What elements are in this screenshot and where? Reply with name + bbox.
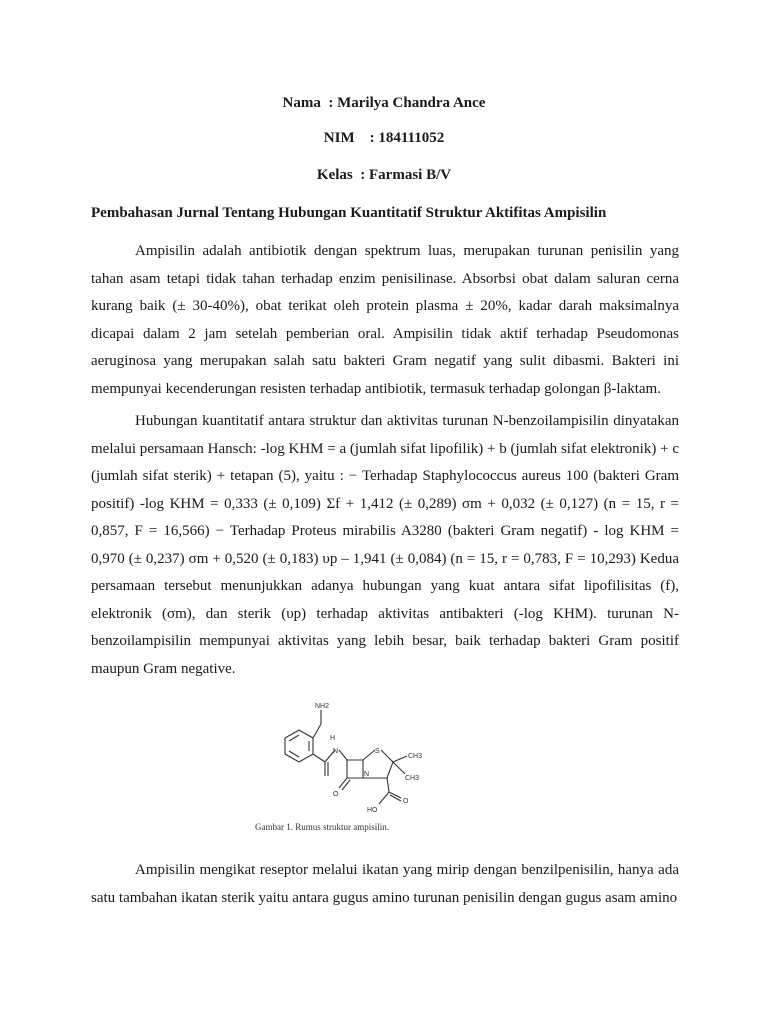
document-title: Pembahasan Jurnal Tentang Hubungan Kuantitatif Struktur Aktifitas Ampisilin [91,205,607,221]
paragraph-3-text: Ampisilin mengikat reseptor melalui ikatan yang mirip dengan benzilpenisilin, hanya ada satu tambahan ikatan sterik yaitu antara gugus amino turunan penisilin dengan gugus asam amino [91,862,679,906]
label-ho: HO [367,807,378,814]
label-s: S [375,748,380,755]
figure-caption: Gambar 1. Rumus struktur ampisilin. [255,822,389,832]
paragraph-1-text: Ampisilin adalah antibiotik dengan spektrum luas, merupakan turunan penisilin yang tahan asam tetapi tidak tahan terhadap enzim penisilinase. Absorbsi obat dalam saluran cerna kurang baik (± 30-40%), obat terikat oleh protein plasma ± 20%, kadar darah maksimalnya dicapai dalam 2 jam setelah pemberian oral. Ampisilin tidak aktif terhadap Pseudomonas aeruginosa yang merupakan salah satu bakteri Gram negatif yang sulit dibasmi. Bakteri ini mempunyai kecenderungan resisten terhadap antibiotik, termasuk terhadap golongan β-laktam. [91,243,679,397]
label-h: H [330,735,336,742]
ampicillin-structure-figure [255,700,440,835]
paragraph-2-text: Hubungan kuantitatif antara struktur dan aktivitas turunan N-benzoilampisilin dinyatakan melalui persamaan Hansch: -log KHM = a (jumlah sifat lipofilik) + b (jumlah sifat elektronik) + c (jumlah sifat sterik) + tetapan (5), yaitu : − Terhadap Staphylococcus aureus 100 (bakteri Gram positif) -log KHM = 0,333 (± 0,109) Σf + 1,412 (± 0,289) σm + 0,032 (± 0,127) (n = 15, r = 0,857, F = 16,566) − Terhadap Proteus mirabilis A3280 (bakteri Gram negatif) - log KHM = 0,970 (± 0,237) σm + 0,520 (± 0,183) υp – 1,941 (± 0,084) (n = 15, r = 0,783, F = 10,293) Kedua persamaan tersebut menunjukkan adanya hubungan yang kuat antara sifat lipofilisitas (f), elektronik (σm), dan sterik (υp) terhadap aktivitas antibakteri (-log KHM). turunan N-benzoilampisilin mempunyai aktivitas yang lebih besar, baik terhadap bakteri Gram positif maupun Gram negative. [91,413,679,677]
label-n-amide: N [333,748,339,755]
label-ch3-top: CH3 [408,753,423,760]
label-o-right: O [403,798,409,805]
student-class-line: Kelas : Farmasi B/V [316,167,452,183]
paragraph-3 [91,857,679,912]
label-o-left: O [333,791,339,798]
paragraph-2 [91,408,679,683]
label-n-ring: N [364,771,370,778]
label-ch3-bottom: CH3 [405,775,420,782]
student-nim-line: NIM : 184111052 [323,130,445,146]
paragraph-1 [91,238,679,403]
ampicillin-structure-drawing [255,700,440,820]
student-name-line: Nama : Marilya Chandra Ance [282,95,486,111]
label-nh2: NH2 [315,703,330,710]
